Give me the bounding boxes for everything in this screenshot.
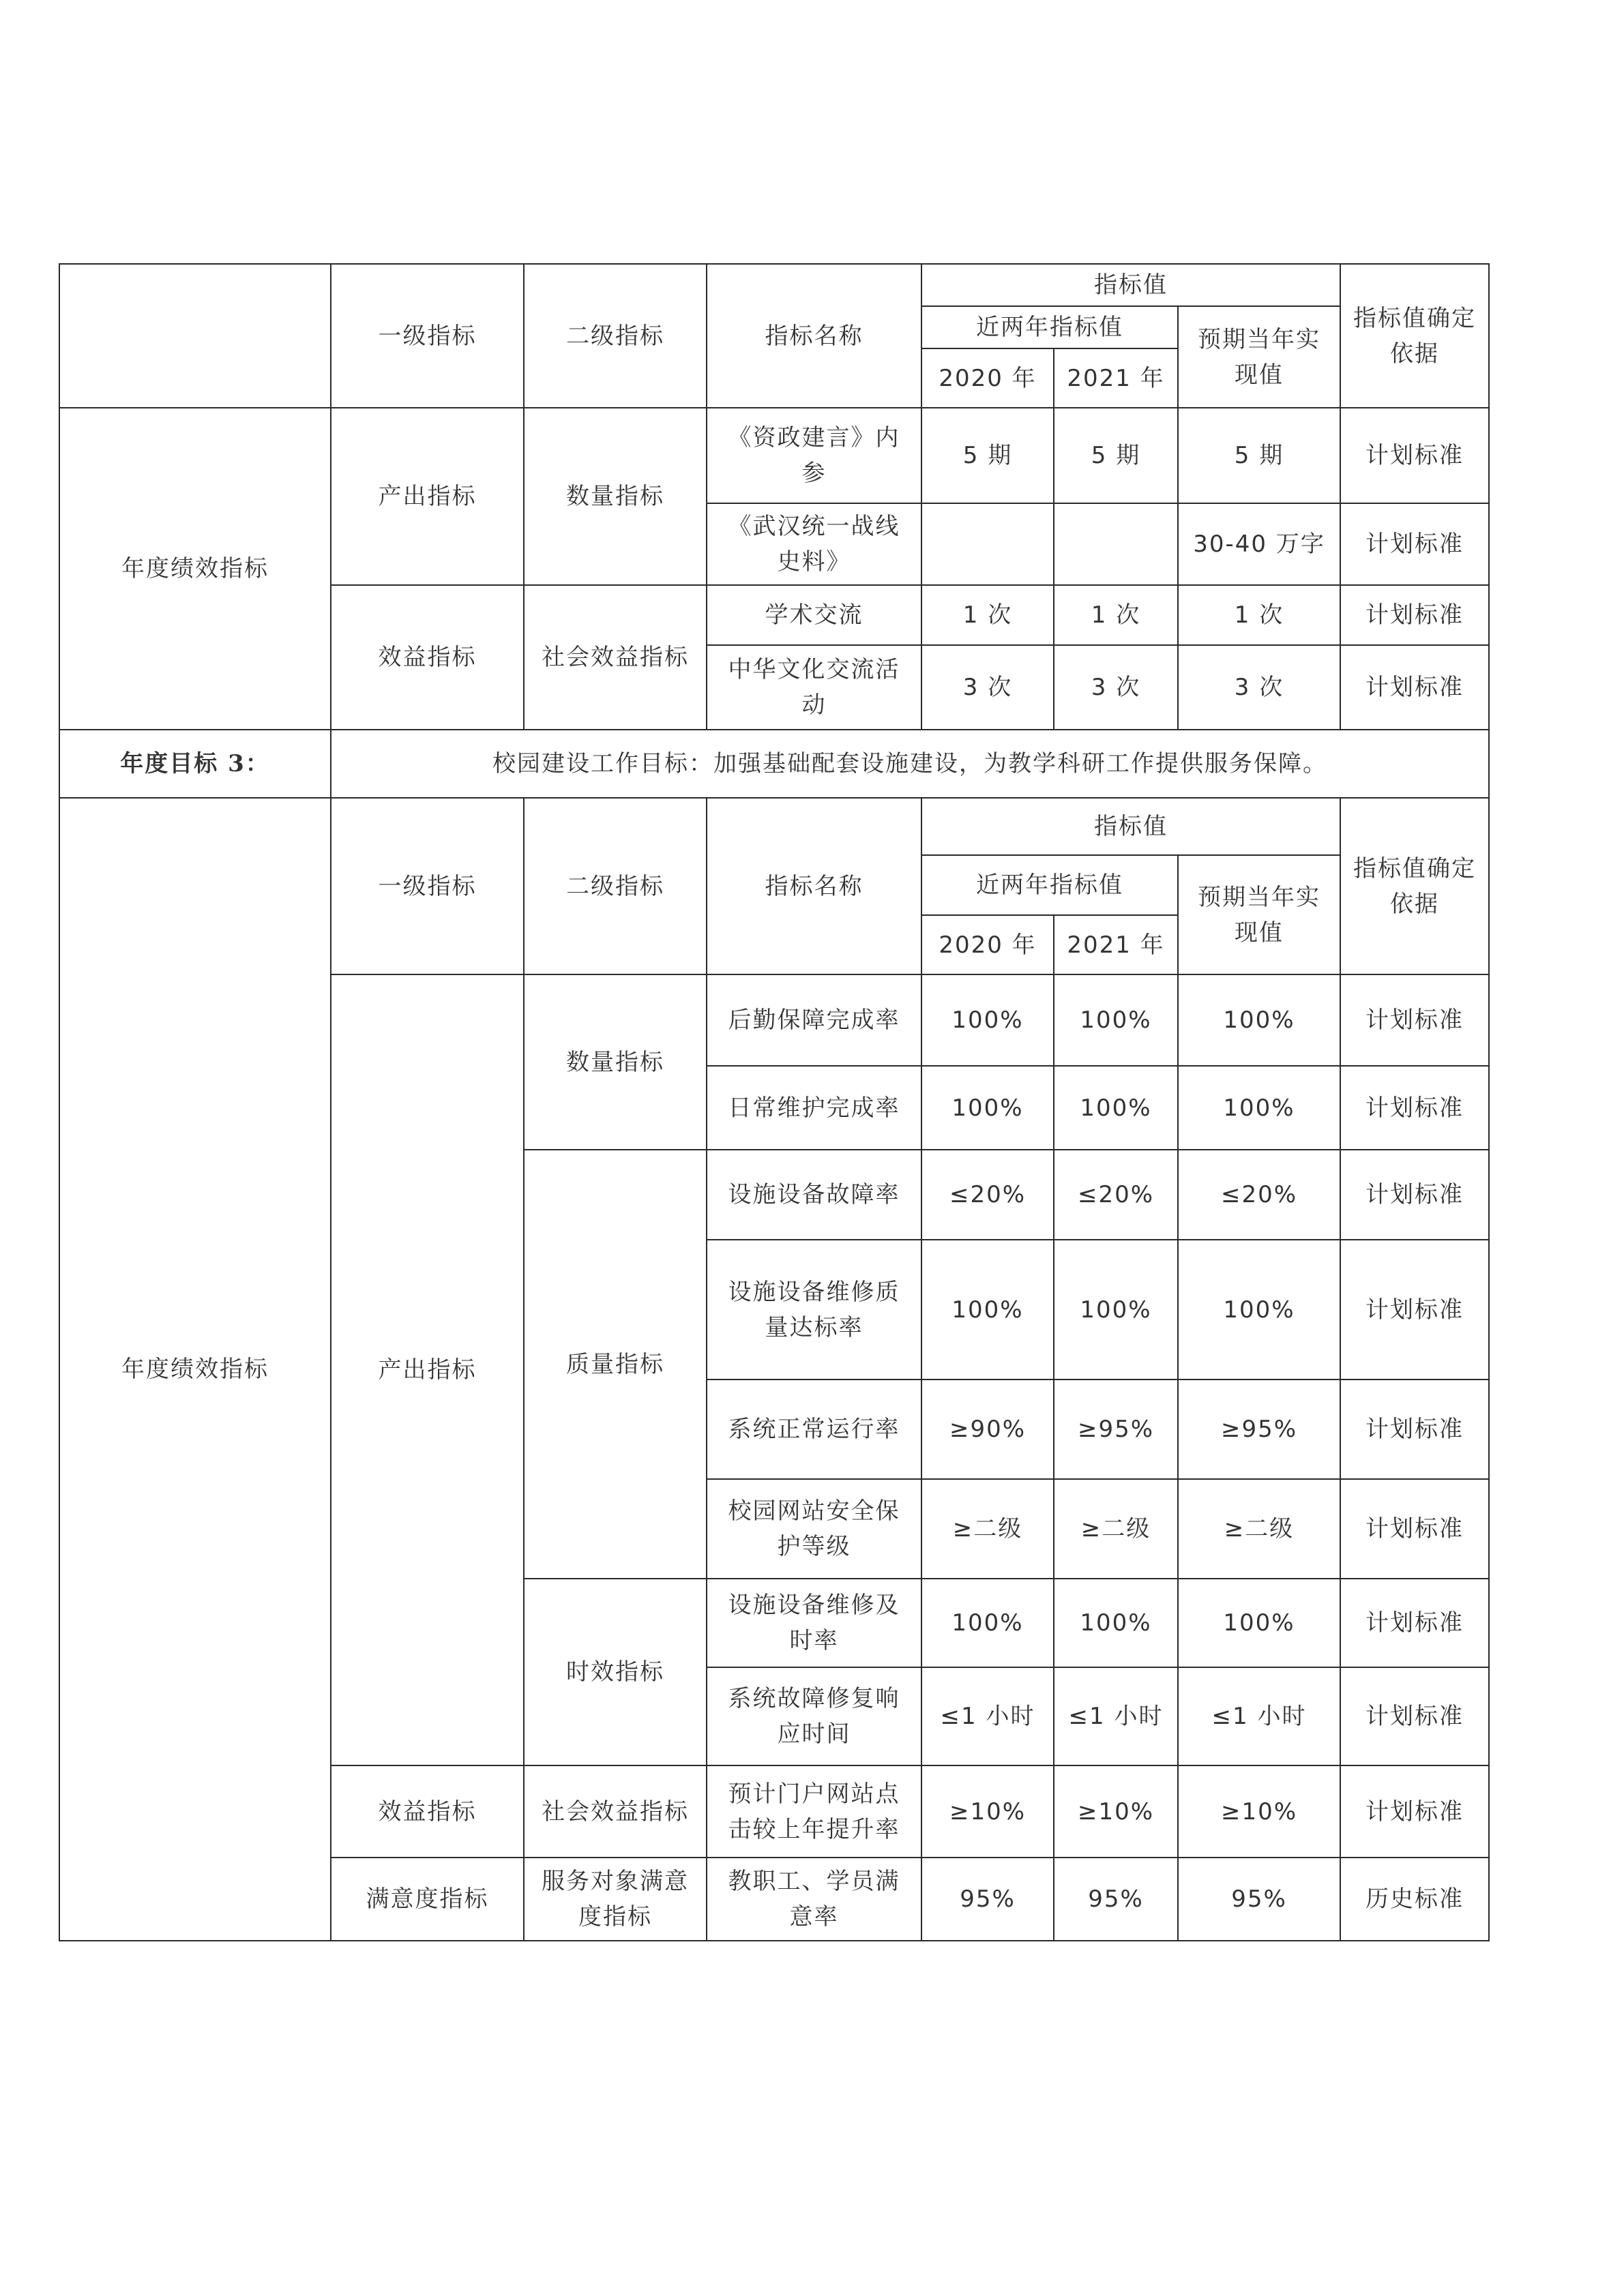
value-2020: ≤20% <box>921 1150 1054 1240</box>
basis-cell: 计划标准 <box>1340 1240 1489 1380</box>
value-expected: 100% <box>1178 1066 1340 1150</box>
level2-cell: 服务对象满意度指标 <box>524 1858 707 1941</box>
value-2021: 95% <box>1054 1858 1178 1941</box>
value-expected: ≥二级 <box>1178 1479 1340 1579</box>
value-2020: ≤1 小时 <box>921 1667 1054 1765</box>
level2-cell: 社会效益指标 <box>524 1765 707 1858</box>
value-expected: ≥10% <box>1178 1765 1340 1858</box>
header-indicator-name: 指标名称 <box>707 264 921 408</box>
value-2020: 95% <box>921 1858 1054 1941</box>
value-2020: ≥10% <box>921 1765 1054 1858</box>
value-2021: 1 次 <box>1054 585 1178 645</box>
indicator-name: 设施设备维修及时率 <box>707 1579 921 1667</box>
level1-cell: 满意度指标 <box>331 1858 524 1941</box>
value-expected: 1 次 <box>1178 585 1340 645</box>
value-2021: ≥10% <box>1054 1765 1178 1858</box>
level1-cell: 效益指标 <box>331 585 524 730</box>
header-indicator-value: 指标值 <box>921 264 1340 306</box>
header-level2: 二级指标 <box>524 798 707 974</box>
value-2021: 100% <box>1054 974 1178 1066</box>
header-level1: 一级指标 <box>331 798 524 974</box>
indicator-name: 预计门户网站点击较上年提升率 <box>707 1765 921 1858</box>
indicator-name: 后勤保障完成率 <box>707 974 921 1066</box>
header-expected: 预期当年实现值 <box>1178 855 1340 974</box>
basis-cell: 计划标准 <box>1340 503 1489 585</box>
value-expected: 5 期 <box>1178 408 1340 503</box>
header-row <box>59 264 1489 306</box>
header-row <box>59 798 1489 855</box>
value-2020: 100% <box>921 974 1054 1066</box>
level1-cell: 效益指标 <box>331 1765 524 1858</box>
basis-cell: 历史标准 <box>1340 1858 1489 1941</box>
level2-cell: 数量指标 <box>524 408 707 585</box>
indicator-name: 设施设备维修质量达标率 <box>707 1240 921 1380</box>
header-recent-two-years: 近两年指标值 <box>921 306 1178 348</box>
value-2021: 5 期 <box>1054 408 1178 503</box>
value-expected: 100% <box>1178 1579 1340 1667</box>
table-row <box>59 408 1489 503</box>
header-recent-two-years: 近两年指标值 <box>921 855 1178 915</box>
header-blank-cell <box>59 264 331 408</box>
indicator-name: 《资政建言》内参 <box>707 408 921 503</box>
header-year-2020: 2020 年 <box>921 915 1054 974</box>
header-basis: 指标值确定依据 <box>1340 798 1489 974</box>
goal-label: 年度目标 3： <box>59 730 331 798</box>
indicator-name: 教职工、学员满意率 <box>707 1858 921 1941</box>
basis-cell: 计划标准 <box>1340 585 1489 645</box>
indicator-name: 系统正常运行率 <box>707 1380 921 1479</box>
level1-cell: 产出指标 <box>331 408 524 585</box>
basis-cell: 计划标准 <box>1340 1765 1489 1858</box>
value-2021: 100% <box>1054 1579 1178 1667</box>
section-label: 年度绩效指标 <box>59 408 331 730</box>
header-year-2021: 2021 年 <box>1054 348 1178 408</box>
indicator-name: 系统故障修复响应时间 <box>707 1667 921 1765</box>
value-expected: 100% <box>1178 974 1340 1066</box>
level2-cell: 数量指标 <box>524 974 707 1150</box>
value-2021 <box>1054 503 1178 585</box>
basis-cell: 计划标准 <box>1340 1579 1489 1667</box>
basis-cell: 计划标准 <box>1340 1066 1489 1150</box>
basis-cell: 计划标准 <box>1340 1667 1489 1765</box>
value-expected: ≤20% <box>1178 1150 1340 1240</box>
value-expected: ≤1 小时 <box>1178 1667 1340 1765</box>
level1-cell: 产出指标 <box>331 974 524 1765</box>
performance-indicator-table <box>59 263 1490 1941</box>
value-2020: ≥二级 <box>921 1479 1054 1579</box>
header-basis: 指标值确定依据 <box>1340 264 1489 408</box>
value-expected: 30-40 万字 <box>1178 503 1340 585</box>
value-expected: 95% <box>1178 1858 1340 1941</box>
value-2021: 100% <box>1054 1240 1178 1380</box>
value-expected: ≥95% <box>1178 1380 1340 1479</box>
level2-cell: 时效指标 <box>524 1579 707 1765</box>
header-indicator-name: 指标名称 <box>707 798 921 974</box>
goal-text: 校园建设工作目标：加强基础配套设施建设，为教学科研工作提供服务保障。 <box>331 730 1489 798</box>
value-2020: 100% <box>921 1240 1054 1380</box>
value-2020: 100% <box>921 1579 1054 1667</box>
value-2020: 100% <box>921 1066 1054 1150</box>
indicator-name: 《武汉统一战线史料》 <box>707 503 921 585</box>
value-expected: 3 次 <box>1178 645 1340 730</box>
basis-cell: 计划标准 <box>1340 1380 1489 1479</box>
value-2020: 1 次 <box>921 585 1054 645</box>
indicator-name: 日常维护完成率 <box>707 1066 921 1150</box>
value-2021: ≥二级 <box>1054 1479 1178 1579</box>
value-2021: 3 次 <box>1054 645 1178 730</box>
value-2021: ≥95% <box>1054 1380 1178 1479</box>
basis-cell: 计划标准 <box>1340 974 1489 1066</box>
value-2020: 3 次 <box>921 645 1054 730</box>
value-expected: 100% <box>1178 1240 1340 1380</box>
value-2021: ≤1 小时 <box>1054 1667 1178 1765</box>
header-year-2021: 2021 年 <box>1054 915 1178 974</box>
basis-cell: 计划标准 <box>1340 1150 1489 1240</box>
goal-row <box>59 730 1489 798</box>
value-2021: ≤20% <box>1054 1150 1178 1240</box>
header-year-2020: 2020 年 <box>921 348 1054 408</box>
level2-cell: 社会效益指标 <box>524 585 707 730</box>
value-2021: 100% <box>1054 1066 1178 1150</box>
value-2020: 5 期 <box>921 408 1054 503</box>
basis-cell: 计划标准 <box>1340 408 1489 503</box>
value-2020: ≥90% <box>921 1380 1054 1479</box>
header-indicator-value: 指标值 <box>921 798 1340 855</box>
value-2020 <box>921 503 1054 585</box>
level2-cell: 质量指标 <box>524 1150 707 1579</box>
indicator-name: 学术交流 <box>707 585 921 645</box>
section-label: 年度绩效指标 <box>59 798 331 1941</box>
header-expected: 预期当年实现值 <box>1178 306 1340 408</box>
indicator-name: 设施设备故障率 <box>707 1150 921 1240</box>
header-level2: 二级指标 <box>524 264 707 408</box>
indicator-name: 中华文化交流活动 <box>707 645 921 730</box>
basis-cell: 计划标准 <box>1340 1479 1489 1579</box>
indicator-name: 校园网站安全保护等级 <box>707 1479 921 1579</box>
basis-cell: 计划标准 <box>1340 645 1489 730</box>
header-level1: 一级指标 <box>331 264 524 408</box>
